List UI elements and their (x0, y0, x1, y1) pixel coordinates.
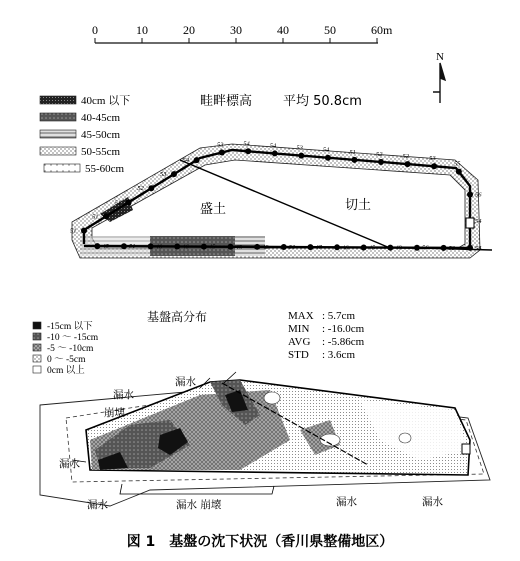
stat-value: : -5.86cm (322, 336, 365, 348)
leak-label-left: 漏水 (59, 458, 80, 470)
survey-point-label: 46 (342, 244, 349, 252)
fill-label: 盛土 (200, 202, 227, 217)
leak-label-2: 漏水 (113, 389, 134, 401)
stat-key: AVG (288, 336, 311, 348)
bottom-legend-label: -10 〜 -15cm (47, 333, 99, 343)
top-legend-swatch (40, 113, 76, 121)
top-legend-swatch (44, 164, 80, 172)
top-legend-label: 55-60cm (85, 163, 125, 175)
north-arrow (433, 51, 445, 103)
survey-point-label: 45 (368, 244, 376, 252)
survey-point-label: 54 (475, 244, 482, 252)
bottom-legend-swatch (33, 366, 41, 373)
survey-point (431, 163, 437, 169)
leak-label-1: 漏水 (175, 376, 196, 388)
bottom-legend-label: -15cm 以下 (47, 322, 93, 332)
bottom-legend-swatch (33, 355, 41, 362)
scale-tick-label: 50 (324, 23, 336, 37)
top-map-average: 平均 50.8cm (283, 94, 362, 109)
survey-point-label: 56 (475, 191, 482, 199)
survey-point-label: 56 (421, 244, 429, 252)
survey-point (378, 159, 384, 165)
survey-point-label: 53 (448, 244, 456, 252)
survey-point-label: 52 (402, 153, 410, 161)
north-arrow-icon (433, 63, 445, 103)
survey-point (307, 244, 313, 250)
scale-tick-label: 20 (183, 23, 195, 37)
scale-tick-label: 10 (136, 23, 148, 37)
stat-value: : 5.7cm (322, 310, 355, 322)
scale-bar (92, 23, 393, 43)
bottom-map-title: 基盤高分布 (147, 310, 208, 324)
survey-point (272, 150, 278, 156)
survey-point (351, 157, 357, 163)
survey-point-label: 45 (235, 243, 243, 251)
survey-point (174, 243, 180, 249)
survey-point (228, 244, 234, 250)
top-legend-swatch (40, 130, 76, 138)
scale-tick-label: 40 (277, 23, 289, 37)
survey-point-label: 46 (182, 243, 189, 251)
bottom-legend-swatch (33, 344, 41, 351)
survey-point (281, 244, 287, 250)
survey-point-label: 49 (395, 244, 402, 252)
survey-point-label: 54 (269, 142, 277, 150)
survey-point-label: 55 (453, 160, 461, 168)
survey-point (245, 148, 251, 154)
bottom-legend (33, 321, 99, 376)
stat-value: : 3.6cm (322, 349, 355, 361)
stat-value: : -16.0cm (322, 323, 365, 335)
bottom-leak-label-1: 漏水 (87, 499, 108, 511)
survey-point (121, 243, 127, 249)
top-map (70, 140, 492, 258)
scale-tick-label: 60m (371, 23, 393, 37)
survey-point-label: 51 (114, 199, 122, 207)
bottom-leak-label-2: 漏水 (336, 496, 357, 508)
bottom-legend-label: 0 〜 -5cm (47, 355, 86, 365)
survey-point-label: 47 (315, 244, 322, 252)
survey-point (467, 191, 473, 197)
survey-point (148, 185, 154, 191)
bottom-legend-label: 0cm 以上 (47, 366, 85, 376)
top-legend-swatch (40, 147, 76, 155)
top-legend-swatch (40, 96, 76, 104)
survey-point-label: 53 (216, 141, 224, 149)
survey-point-label: 52 (375, 150, 383, 158)
survey-point (126, 199, 132, 205)
survey-point (456, 169, 462, 175)
bottom-leak-collapse-label: 漏水 崩壊 (176, 499, 222, 511)
survey-point (334, 244, 340, 250)
survey-point (361, 244, 367, 250)
stats-block (288, 310, 365, 361)
zone-blank-spot-1 (264, 392, 280, 404)
survey-point (81, 228, 87, 234)
bottom-legend-swatch (33, 322, 41, 329)
top-legend-label: 45-50cm (81, 129, 121, 141)
survey-point-label: 45 (208, 243, 216, 251)
survey-point (219, 150, 225, 156)
north-label: N (436, 51, 444, 63)
survey-point-label: 46 (155, 243, 163, 251)
survey-point (103, 213, 109, 219)
cut-label: 切土 (345, 198, 372, 213)
survey-point-label: 54 (475, 218, 482, 226)
bottom-legend-label: -5 〜 -10cm (47, 344, 94, 354)
survey-point-label: 54 (322, 146, 330, 154)
survey-point-label: 51 (92, 213, 99, 221)
collapse-label-1: 崩壊 (104, 407, 125, 419)
levee-inner (92, 160, 465, 251)
survey-point-label: 50 (288, 244, 296, 252)
top-legend (40, 94, 130, 175)
survey-point (414, 245, 420, 251)
figure-caption: 図 1 基盤の沈下状況（香川県整備地区） (126, 534, 394, 550)
survey-point-label: 52 (137, 185, 144, 193)
survey-point (194, 157, 200, 163)
stat-key: MAX (288, 310, 314, 322)
survey-point (405, 161, 411, 167)
survey-point-label: 54 (182, 157, 190, 165)
survey-point-label: 49 (262, 243, 269, 251)
survey-point (325, 155, 331, 161)
bottom-map (40, 372, 490, 511)
survey-point-label: 54 (243, 140, 250, 148)
scale-tick-label: 0 (92, 23, 98, 37)
survey-point (441, 245, 447, 251)
bottom-gate-marker (462, 444, 470, 454)
gate-marker (466, 218, 474, 228)
top-legend-label: 50-55cm (81, 146, 121, 158)
scale-tick-label: 30 (230, 23, 242, 37)
zone-blank-spot-3 (399, 433, 411, 443)
bottom-leak-label-3: 漏水 (422, 496, 443, 508)
survey-point-label: 51 (349, 148, 356, 156)
survey-point-label: 53 (296, 144, 303, 152)
stat-key: STD (288, 349, 309, 361)
top-map-title: 畦畔標高 (200, 94, 253, 109)
survey-point-label: 51 (70, 227, 77, 235)
stat-key: MIN (288, 323, 310, 335)
survey-point (148, 243, 154, 249)
survey-point-label: 53 (159, 171, 167, 179)
survey-point (298, 153, 304, 159)
survey-point-label: 53 (429, 155, 436, 163)
survey-point (94, 243, 100, 249)
survey-point (201, 244, 207, 250)
bottom-legend-swatch (33, 333, 41, 340)
top-legend-label: 40cm 以下 (81, 95, 131, 107)
survey-point-label: 51 (128, 243, 136, 251)
top-legend-label: 40-45cm (81, 112, 121, 124)
survey-point (171, 171, 177, 177)
survey-point (254, 244, 260, 250)
survey-point-label: 45 (102, 243, 109, 251)
